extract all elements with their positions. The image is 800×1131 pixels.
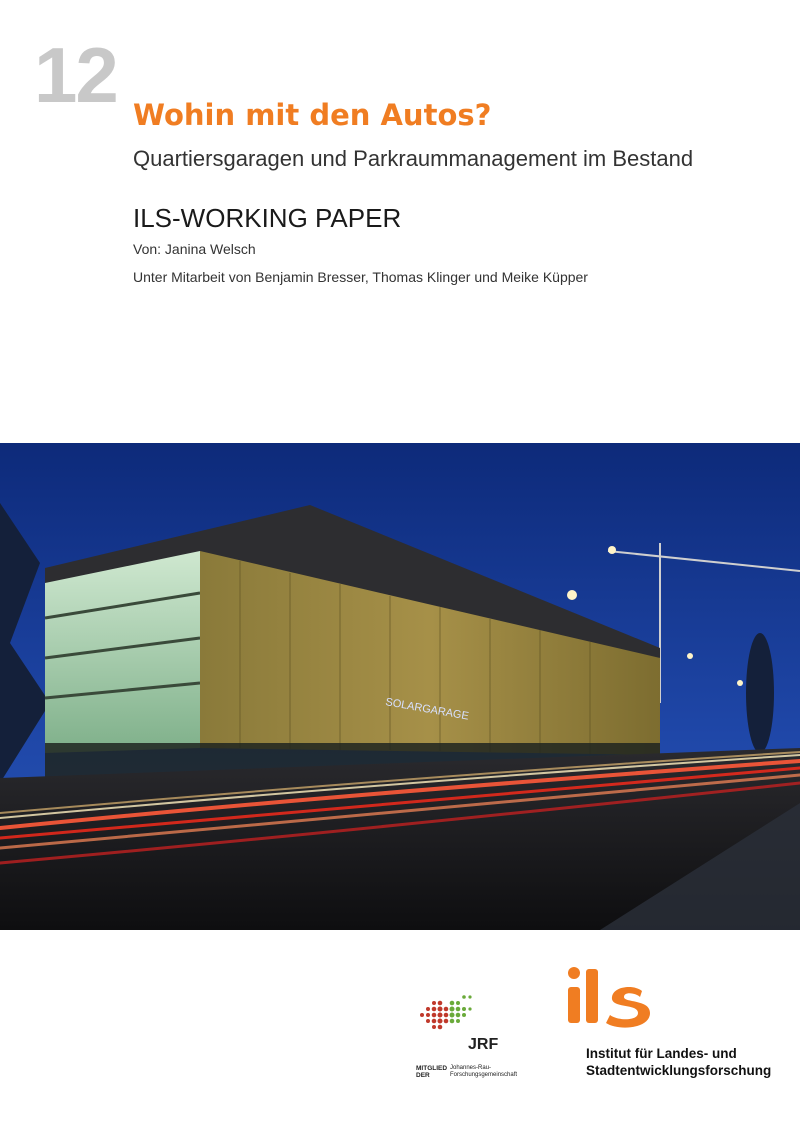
- contributors-line: Unter Mitarbeit von Benjamin Bresser, Thomas Klinger und Meike Küpper: [133, 269, 588, 285]
- jrf-name-line1: Johannes-Rau-: [450, 1065, 492, 1071]
- document-subtitle: Quartiersgaragen und Parkraummanagement im Bestand: [133, 146, 694, 171]
- solargarage-sign: SOLARGARAGE: [384, 696, 470, 723]
- jrf-member-label: [416, 1065, 447, 1079]
- ils-name-line2: Stadtentwicklungsforschung: [586, 1063, 772, 1078]
- jrf-member-line2: DER: [416, 1072, 430, 1080]
- series-label: ILS-WORKING PAPER: [133, 203, 402, 233]
- ils-logo: [566, 965, 656, 1037]
- cover-photo: [0, 443, 800, 930]
- jrf-fullname: [450, 1065, 517, 1079]
- jrf-abbreviation: JRF: [468, 1036, 499, 1053]
- jrf-logo: [416, 995, 516, 1075]
- building-side: [45, 551, 200, 753]
- document-title: Wohin mit den Autos?: [133, 98, 492, 132]
- author-line: Von: Janina Welsch: [133, 241, 256, 257]
- jrf-name-line2: Forschungsgemeinschaft: [450, 1071, 518, 1078]
- issue-number: 12: [34, 31, 117, 119]
- jrf-member-line1: MITGLIED: [416, 1065, 448, 1072]
- ils-name-line1: Institut für Landes- und: [586, 1046, 737, 1061]
